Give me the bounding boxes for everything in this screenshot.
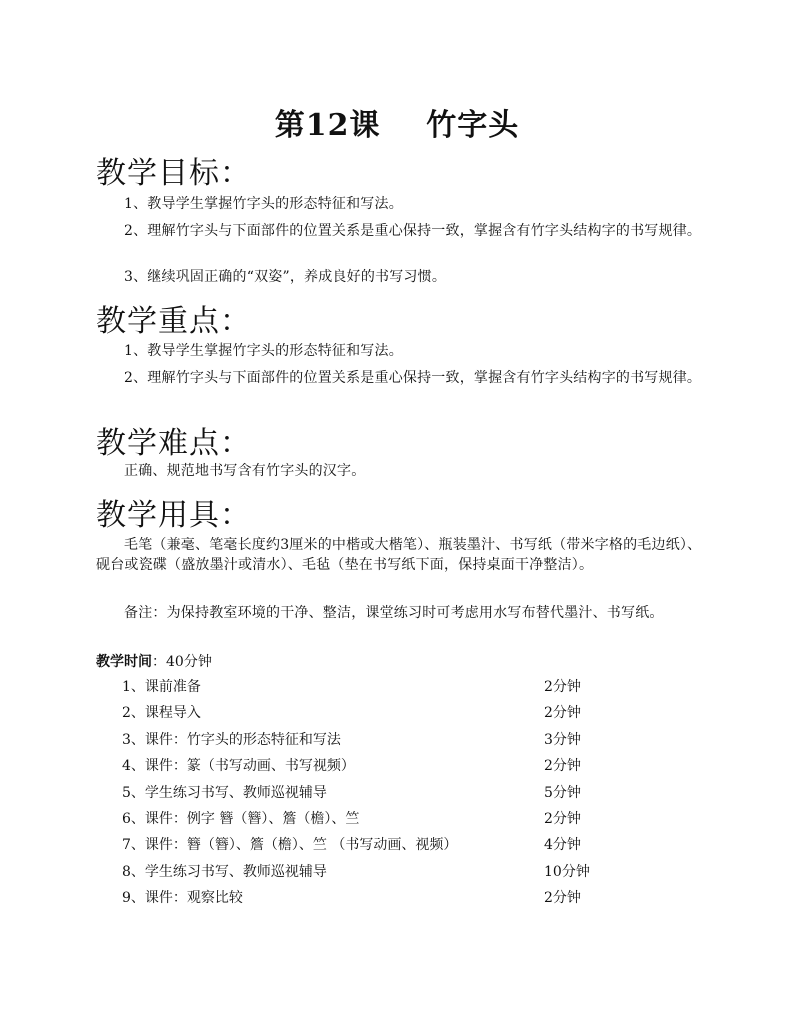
lesson-title: 第12课 竹字头 — [274, 108, 520, 143]
schedule-row — [122, 677, 622, 703]
schedule-duration: 3分钟 — [544, 731, 581, 748]
schedule-duration: 2分钟 — [544, 890, 581, 907]
schedule-list — [122, 677, 622, 915]
teaching-time — [96, 652, 212, 672]
schedule-row — [122, 835, 622, 861]
schedule-duration: 5分钟 — [544, 784, 581, 801]
schedule-row — [122, 730, 622, 756]
key-point-item: 2、理解竹字头与下面部件的位置关系是重心保持一致，掌握含有竹字头结构字的书写规律。 — [124, 370, 702, 386]
tools-heading: 教学用具： — [96, 498, 251, 533]
schedule-row — [122, 809, 622, 835]
schedule-item: 4、课件：篆（书写动画、书写视频） — [122, 758, 355, 775]
key-points-heading: 教学重点： — [96, 304, 251, 339]
schedule-item: 2、课程导入 — [122, 705, 201, 722]
schedule-duration: 10分钟 — [544, 863, 590, 880]
key-point-item: 1、教导学生掌握竹字头的形态特征和写法。 — [124, 343, 403, 359]
schedule-item: 3、课件：竹字头的形态特征和写法 — [122, 731, 341, 748]
difficulty-item: 正确、规范地书写含有竹字头的汉字。 — [124, 463, 366, 479]
tools-item: 毛笔（兼毫、笔毫长度约3厘米的中楷或大楷笔）、瓶装墨汁、书写纸（带米字格的毛边纸）、砚台或瓷碟（盛放墨汁或清水）、毛毡（垫在书写纸下面，保持桌面干净整洁）。 — [96, 537, 702, 573]
schedule-row — [122, 783, 622, 809]
schedule-duration: 2分钟 — [544, 705, 581, 722]
schedule-item: 7、课件：簪（簪）、簷（檐）、竺 （书写动画、视频） — [122, 837, 458, 854]
difficulties-heading: 教学难点： — [96, 426, 251, 461]
objective-item: 3、继续巩固正确的“双姿”，养成良好的书写习惯。 — [124, 269, 447, 285]
objective-item: 1、教导学生掌握竹字头的形态特征和写法。 — [124, 196, 403, 212]
schedule-duration: 2分钟 — [544, 810, 581, 827]
tools-note: 备注：为保持教室环境的干净、整洁，课堂练习时可考虑用水写布替代墨汁、书写纸。 — [124, 605, 664, 621]
objective-item: 2、理解竹字头与下面部件的位置关系是重心保持一致，掌握含有竹字头结构字的书写规律。 — [124, 223, 702, 239]
schedule-duration: 4分钟 — [544, 837, 581, 854]
schedule-item: 9、课件：观察比较 — [122, 890, 243, 907]
schedule-item: 5、学生练习书写、教师巡视辅导 — [122, 784, 327, 801]
schedule-item: 1、课前准备 — [122, 679, 201, 695]
teaching-time-label: 教学时间 — [96, 654, 152, 670]
objectives-heading: 教学目标： — [96, 156, 251, 191]
schedule-row — [122, 703, 622, 729]
schedule-row — [122, 756, 622, 782]
schedule-duration: 2分钟 — [544, 758, 581, 775]
schedule-item: 6、课件：例字 簪（簪）、簷（檐）、竺 — [122, 810, 360, 827]
teaching-time-value: ：40分钟 — [152, 654, 212, 670]
schedule-item: 8、学生练习书写、教师巡视辅导 — [122, 863, 327, 880]
schedule-row — [122, 888, 622, 914]
schedule-row — [122, 862, 622, 888]
schedule-duration: 2分钟 — [544, 679, 581, 695]
